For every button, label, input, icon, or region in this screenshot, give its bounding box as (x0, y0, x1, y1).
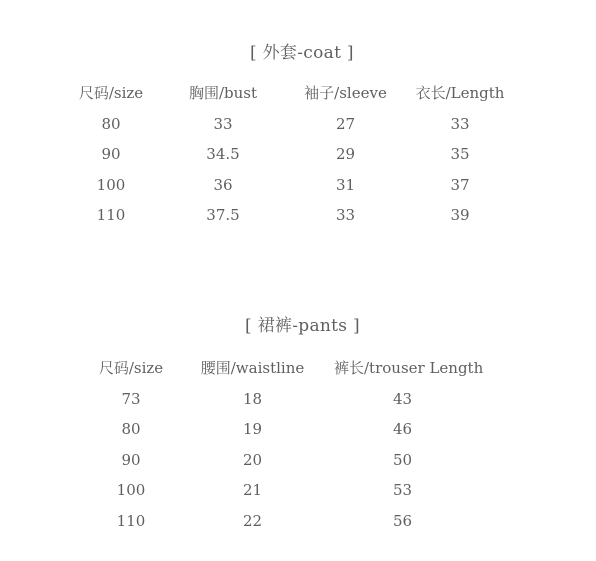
pants-size-table (91, 353, 484, 536)
coat-cell: 100 (96, 175, 126, 194)
coat-cell: 37.5 (206, 206, 240, 224)
coat-header-bust: 胸围/bust (188, 84, 258, 102)
coat-cell: 80 (101, 114, 121, 133)
coat-section-title: [ 外套-coat ] (250, 43, 354, 63)
pants-cell: 43 (392, 389, 413, 408)
pants-cell: 46 (392, 420, 413, 438)
pants-header-size: 尺码/size (98, 359, 164, 377)
coat-cell: 33 (213, 114, 233, 133)
coat-cell: 36 (213, 175, 233, 194)
coat-cell: 27 (335, 114, 356, 133)
coat-header-size: 尺码/size (78, 84, 144, 102)
coat-cell: 29 (335, 145, 356, 163)
coat-cell: 110 (96, 206, 126, 224)
pants-section-title: [ 裙裤-pants ] (245, 316, 360, 336)
pants-header-waistline: 腰围/waistline (200, 359, 305, 377)
pants-cell: 73 (121, 389, 141, 408)
pants-cell: 53 (392, 481, 413, 499)
pants-cell: 22 (242, 511, 263, 530)
pants-cell: 100 (116, 481, 146, 499)
coat-cell: 33 (335, 206, 356, 224)
coat-cell: 31 (335, 175, 356, 194)
coat-cell: 90 (101, 145, 121, 163)
pants-cell: 110 (116, 511, 146, 530)
pants-cell: 21 (242, 481, 263, 499)
pants-cell: 90 (121, 450, 141, 469)
pants-header-length: 裤长/trouser Length (334, 359, 484, 377)
coat-cell: 33 (450, 114, 470, 133)
pants-cell: 50 (392, 450, 413, 469)
pants-cell: 18 (242, 389, 263, 408)
coat-header-sleeve: 袖子/sleeve (304, 84, 387, 102)
pants-cell: 19 (242, 420, 263, 438)
coat-cell: 37 (450, 175, 470, 194)
coat-header-length: 衣长/Length (415, 84, 505, 102)
pants-cell: 56 (392, 511, 413, 530)
pants-cell: 80 (121, 420, 141, 438)
coat-cell: 35 (450, 145, 470, 163)
coat-size-table (68, 78, 521, 231)
pants-cell: 20 (242, 450, 263, 469)
coat-cell: 39 (450, 206, 470, 224)
coat-cell: 34.5 (206, 145, 240, 163)
